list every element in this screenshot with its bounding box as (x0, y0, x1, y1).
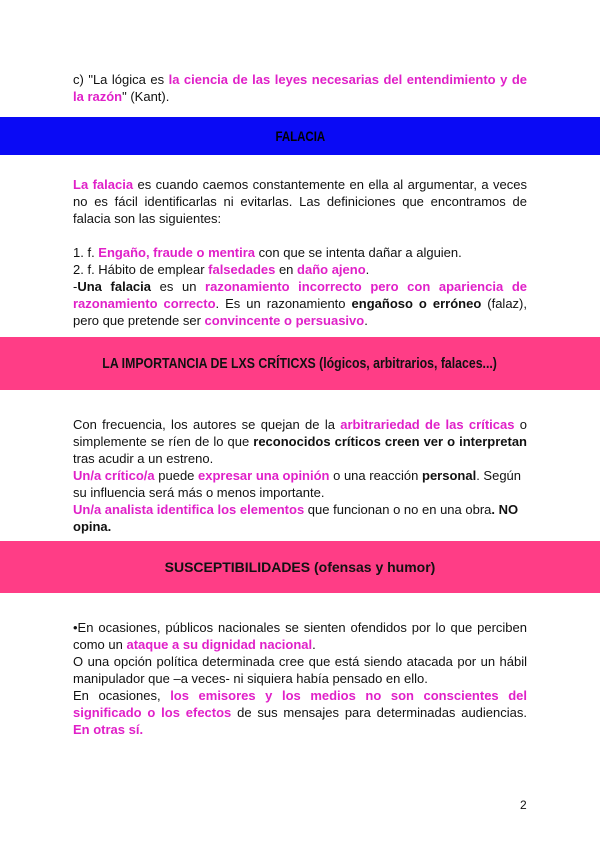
definition-1: 1. f. Engaño, fraude o mentira con que se intenta dañar a alguien. (73, 245, 462, 260)
susceptibilidades-paragraph-1: •En ocasiones, públicos nacionales se sienten ofendidos por lo que perciben como un ataque a su dignidad nacional. (73, 620, 527, 652)
falacia-section (73, 176, 527, 329)
kant-quote: c) "La lógica es la ciencia de las leyes necesarias del entendimiento y de la razón" (Kant). (73, 72, 527, 104)
page-number: 2 (520, 798, 527, 812)
importancia-paragraph-1: Con frecuencia, los autores se quejan de la arbitrariedad de las críticas o simplemente se ríen de lo que reconocidos críticos creen ver o interpretan tras acudir a un estreno. (73, 417, 527, 466)
definition-2: 2. f. Hábito de emplear falsedades en daño ajeno. (73, 262, 370, 277)
importancia-header (0, 337, 600, 390)
falacia-header (0, 117, 600, 155)
susceptibilidades-header (0, 541, 600, 593)
importancia-section (73, 416, 527, 535)
section-title: LA IMPORTANCIA DE LXS CRÍTICXS (lógicos, arbitrarios, falaces...) (102, 355, 498, 372)
susceptibilidades-paragraph-2: O una opción política determinada cree que está siendo atacada por un hábil manipulador que –a veces- ni siquiera había pensado en ello. (73, 654, 527, 686)
definition-3: -Una falacia es un razonamiento incorrecto pero con apariencia de razonamiento correcto. Es un razonamiento engañoso o erróneo (falaz), pero que pretende ser convincente o persuasivo. (73, 279, 527, 328)
section-title: SUSCEPTIBILIDADES (ofensas y humor) (164, 558, 436, 575)
importancia-paragraph-3: Un/a analista identifica los elementos que funcionan o no en una obra. NO opina. (73, 502, 519, 534)
susceptibilidades-paragraph-3: En ocasiones, los emisores y los medios no son conscientes del significado o los efectos de sus mensajes para determinadas audiencias. En otras sí. (73, 688, 528, 737)
section-title: FALACIA (275, 127, 325, 144)
importancia-paragraph-2: Un/a crítico/a puede expresar una opinión o una reacción personal. Según su influencia será más o menos importante. (73, 468, 522, 500)
susceptibilidades-section (73, 619, 527, 738)
falacia-intro: La falacia es cuando caemos constantemente en ella al argumentar, a veces no es fácil identificarlas ni evitarlas. Las definiciones que encontramos de falacia son las siguientes: (73, 177, 527, 226)
